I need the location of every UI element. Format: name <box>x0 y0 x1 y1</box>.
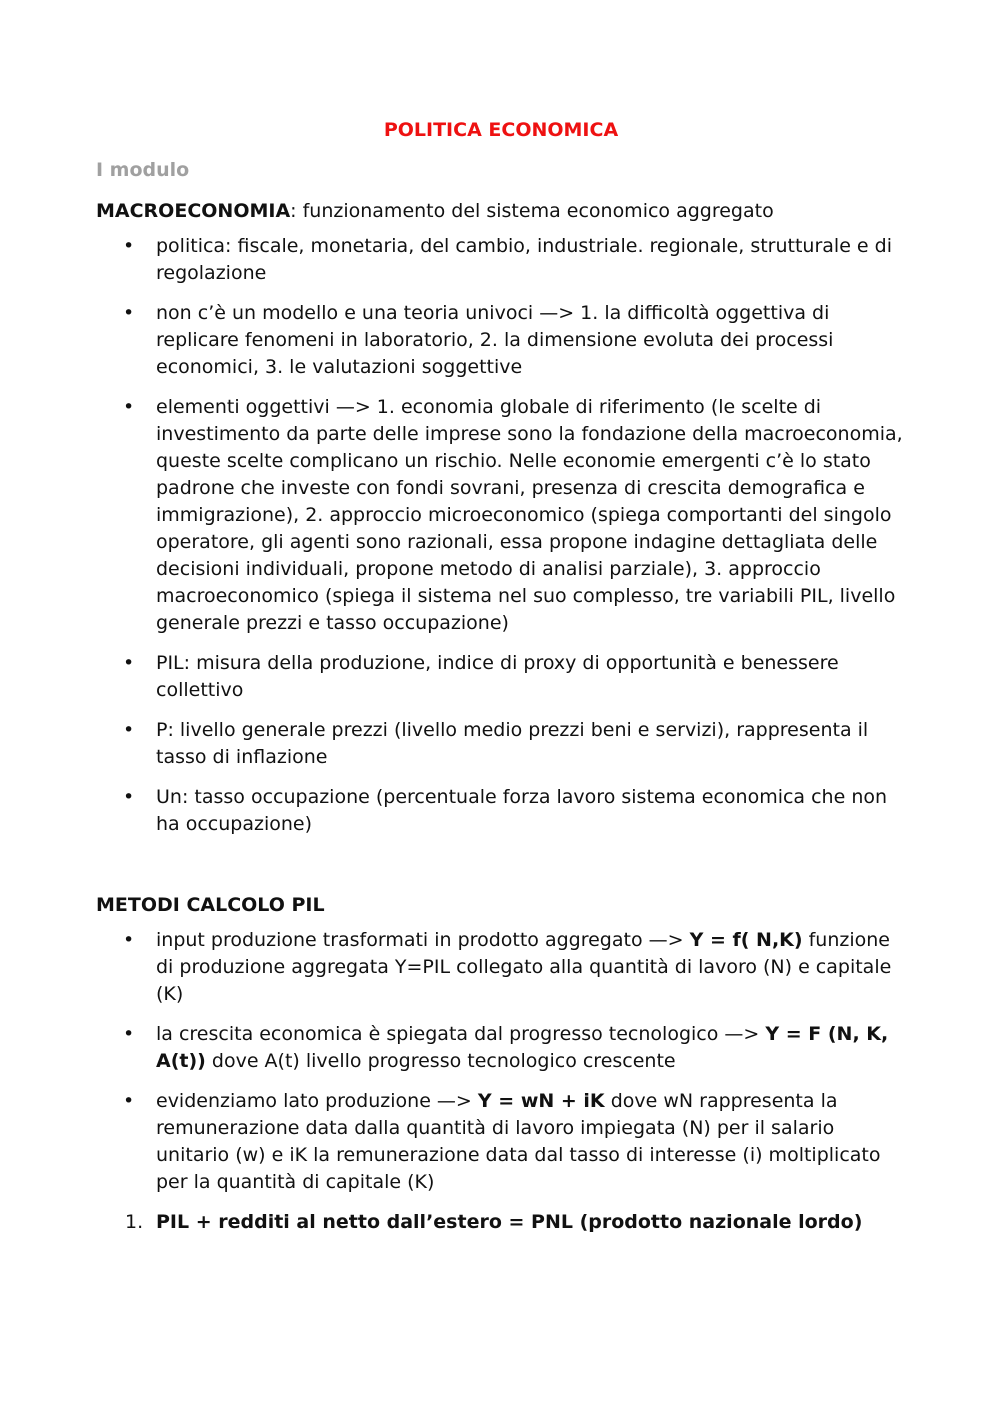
bullet-icon: • <box>123 1090 135 1112</box>
document-page <box>96 116 906 1249</box>
bullet-icon: • <box>123 1023 135 1045</box>
item-number: 1. <box>125 1211 144 1233</box>
list-item <box>96 650 906 704</box>
numbered-item-text: PIL + redditi al netto dall’estero = PNL (prodotto nazionale lordo) <box>156 1211 863 1233</box>
list-item <box>96 394 906 637</box>
list-item-text: elementi oggettivi —> 1. economia globale di riferimento (le scelte di investimento da parte delle imprese sono la fondazione della macroeconomia, queste scelte complicano un rischio. Nelle economie emergenti c’è lo stato padrone che investe con fondi sovrani, presenza di crescita demografica e immigrazione), 2. approccio microeconomico (spiega comportanti del singolo operatore, gli agenti sono razionali, essa propone indagine dettagliata delle decisioni individuali, propone metodo di analisi parziale), 3. approccio macroeconomico (spiega il sistema nel suo complesso, tre variabili PIL, livello generale prezzi e tasso occupazione) <box>156 396 903 634</box>
bullet-icon: • <box>123 235 135 257</box>
bullet-icon: • <box>123 786 135 808</box>
list-item <box>96 1021 906 1075</box>
macroeconomia-definition <box>96 197 906 225</box>
list-item <box>96 1088 906 1196</box>
list-item <box>96 300 906 381</box>
section-spacer <box>96 851 906 891</box>
document-title: POLITICA ECONOMICA <box>383 119 619 141</box>
bullet-icon: • <box>123 719 135 741</box>
numbered-list <box>96 1209 906 1236</box>
list-item-text-post: funzione di produzione aggregata Y=PIL collegato alla quantità di lavoro (N) e capitale (K) <box>156 929 892 1005</box>
list-item <box>96 784 906 838</box>
bullet-icon: • <box>123 929 135 951</box>
formula: Y = f( N,K) <box>689 929 803 951</box>
list-item-text: PIL: misura della produzione, indice di proxy di opportunità e benessere collettivo <box>156 652 839 701</box>
metodi-list <box>96 927 906 1196</box>
bullet-icon: • <box>123 302 135 324</box>
list-item-text: P: livello generale prezzi (livello medio prezzi beni e servizi), rappresenta il tasso di inflazione <box>156 719 869 768</box>
list-item-text: Un: tasso occupazione (percentuale forza lavoro sistema economica che non ha occupazione) <box>156 786 888 835</box>
list-item <box>96 233 906 287</box>
list-item-text-post: dove A(t) livello progresso tecnologico crescente <box>205 1050 676 1072</box>
formula: Y = F (N, K, A(t)) <box>156 1023 889 1072</box>
section-heading-metodi: METODI CALCOLO PIL <box>96 894 325 916</box>
macroeconomia-text: : funzionamento del sistema economico aggregato <box>290 200 774 222</box>
list-item <box>96 927 906 1008</box>
macroeconomia-list <box>96 233 906 838</box>
list-item-text-post: dove wN rappresenta la remunerazione data dalla quantità di lavoro impiegata (N) per il salario unitario (w) e iK la remunerazione data dal tasso di interesse (i) moltiplicato per la quantità di capitale (K) <box>156 1090 881 1193</box>
list-item-text-pre: la crescita economica è spiegata dal progresso tecnologico —> <box>156 1023 766 1045</box>
list-item-text-pre: evidenziamo lato produzione —> <box>156 1090 478 1112</box>
formula: Y = wN + iK <box>477 1090 605 1112</box>
list-item <box>96 717 906 771</box>
bullet-icon: • <box>123 652 135 674</box>
list-item-text-pre: input produzione trasformati in prodotto aggregato —> <box>156 929 690 951</box>
list-item-text: non c’è un modello e una teoria univoci —> 1. la difficoltà oggettiva di replicare fenomeni in laboratorio, 2. la dimensione evoluta dei processi economici, 3. le valutazioni soggettive <box>156 302 834 378</box>
macroeconomia-term: MACROECONOMIA <box>96 200 291 222</box>
numbered-item <box>96 1209 906 1236</box>
module-heading: I modulo <box>96 159 190 181</box>
list-item-text: politica: fiscale, monetaria, del cambio, industriale. regionale, strutturale e di regolazione <box>156 235 892 284</box>
bullet-icon: • <box>123 396 135 418</box>
